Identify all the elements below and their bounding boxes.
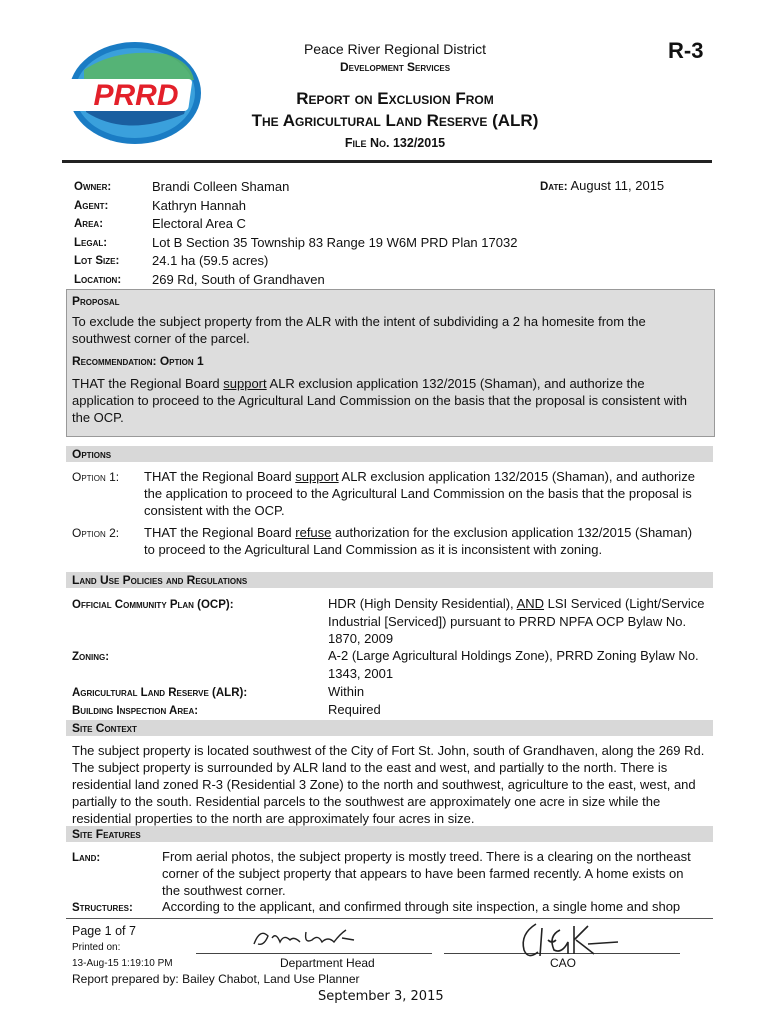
option-1 [72,468,712,520]
option-1-text: THAT the Regional Board support ALR exclusion application 132/2015 (Shaman), and authorize the application to proceed to the Agricultural Land Commission on the basis that the proposal is consistent with the OCP. [144,469,695,518]
date-label: Date: [540,181,568,193]
location-value: 269 Rd, South of Grandhaven [152,271,325,287]
area-label: Area: [74,218,104,230]
alr-value: Within [328,684,365,699]
structures-label: Structures: [72,902,133,914]
printed-label: Printed on: [72,942,121,953]
ocp-value: HDR (High Density Residential), AND LSI Serviced (Light/Service Industrial [Serviced]) pursuant to PRRD NPFA OCP Bylaw No. 1870, 2009 [328,596,705,646]
land-label: Land: [72,852,101,864]
org-header [250,40,540,76]
structures-text: According to the applicant, and confirmed through site inspection, a single home and shop [162,899,681,914]
agent-label: Agent: [74,199,109,212]
file-number: File No. 132/2015 [344,136,446,150]
recommendation-text: THAT the Regional Board support ALR exclusion application 132/2015 (Shaman), and authorize the application to proceed to the Agricultural Land Commission on the basis that the proposal is consistent with the OCP. [72,376,687,425]
cao-label: CAO [550,956,577,970]
zoning-value: A-2 (Large Agricultural Holdings Zone), PRRD Zoning Bylaw No. 1343, 2001 [328,648,699,681]
header-rule [62,160,712,163]
report-date [540,178,664,193]
page-number: Page 1 of 7 [72,924,136,938]
landuse-heading: Land Use Policies and Regulations [72,573,248,587]
dept-head-signature [250,924,360,952]
dept-head-line [196,953,432,954]
sitecontext-heading: Site Context [72,721,137,735]
owner-value: Brandi Colleen Shaman [152,179,290,194]
sitefeatures-heading: Site Features [72,827,141,841]
lotsize-value: 24.1 ha (59.5 acres) [152,253,269,268]
ocp-label: Official Community Plan (OCP): [72,599,234,611]
info-block [74,178,517,289]
title-line-2: The Agricultural Land Reserve (ALR) [251,111,539,130]
proposal-text: To exclude the subject property from the ALR with the intent of subdividing a 2 ha homesite from the southwest corner of the parcel. [72,314,646,346]
area-value: Electoral Area C [152,216,246,231]
lotsize-label: Lot Size: [74,255,120,267]
legal-value: Lot B Section 35 Township 83 Range 19 W6M PRD Plan 17032 [152,234,518,250]
agent-value: Kathryn Hannah [152,197,246,213]
bia-label: Building Inspection Area: [72,705,199,717]
meeting-date: September 3, 2015 [318,989,444,1004]
dept-head-label: Department Head [280,956,375,970]
options-heading: Options [72,447,112,461]
prepared-by: Report prepared by: Bailey Chabot, Land Use Planner [72,972,360,986]
report-code: R-3 [668,38,704,63]
dept-name: Development Services [339,60,451,74]
location-label: Location: [74,273,122,286]
alr-label: Agricultural Land Reserve (ALR): [72,687,248,699]
zoning-label: Zoning: [72,651,110,663]
option-2-label: Option 2: [72,526,120,540]
legal-label: Legal: [74,236,108,249]
owner-label: Owner: [74,181,112,193]
sitecontext-text: The subject property is located southwest of the City of Fort St. John, south of Grandhaven, along the 269 Rd. The subject property is surrounded by ALR land to the east and west, and partially to the north. There is residential land zoned R-3 (Residential 3 Zone) to the north and southwest, agriculture to the east, west, and partially to the south. Residential parcels to the southwest are approximately one acre in size while the residential properties to the north are approximately four acres in size. [72,743,705,826]
footer-rule [66,918,713,919]
org-name: Peace River Regional District [303,41,487,57]
logo-text: PRRD [93,79,179,112]
printed-timestamp: 13-Aug-15 1:19:10 PM [72,958,173,969]
land-text: From aerial photos, the subject property is mostly treed. There is a clearing on the northeast corner of the subject property that appears to have been farmed recently. A home exists on the southwest corner. [162,849,691,898]
options-bar [66,446,713,462]
recommendation-heading: Recommendation: Option 1 [72,354,204,368]
date-value: August 11, 2015 [567,178,665,193]
proposal-heading: Proposal [72,294,120,308]
title-line-1: Report on Exclusion From [296,89,494,108]
option-2-text: THAT the Regional Board refuse authorization for the exclusion application 132/2015 (Shaman) to proceed to the Agricultural Land Commission as it is inconsistent with zoning. [144,525,693,557]
option-2 [72,524,712,560]
sitefeatures-bar [66,826,713,842]
sitecontext-bar [66,720,713,736]
bia-value: Required [328,702,381,717]
report-title [150,88,640,132]
option-1-label: Option 1: [72,470,120,484]
